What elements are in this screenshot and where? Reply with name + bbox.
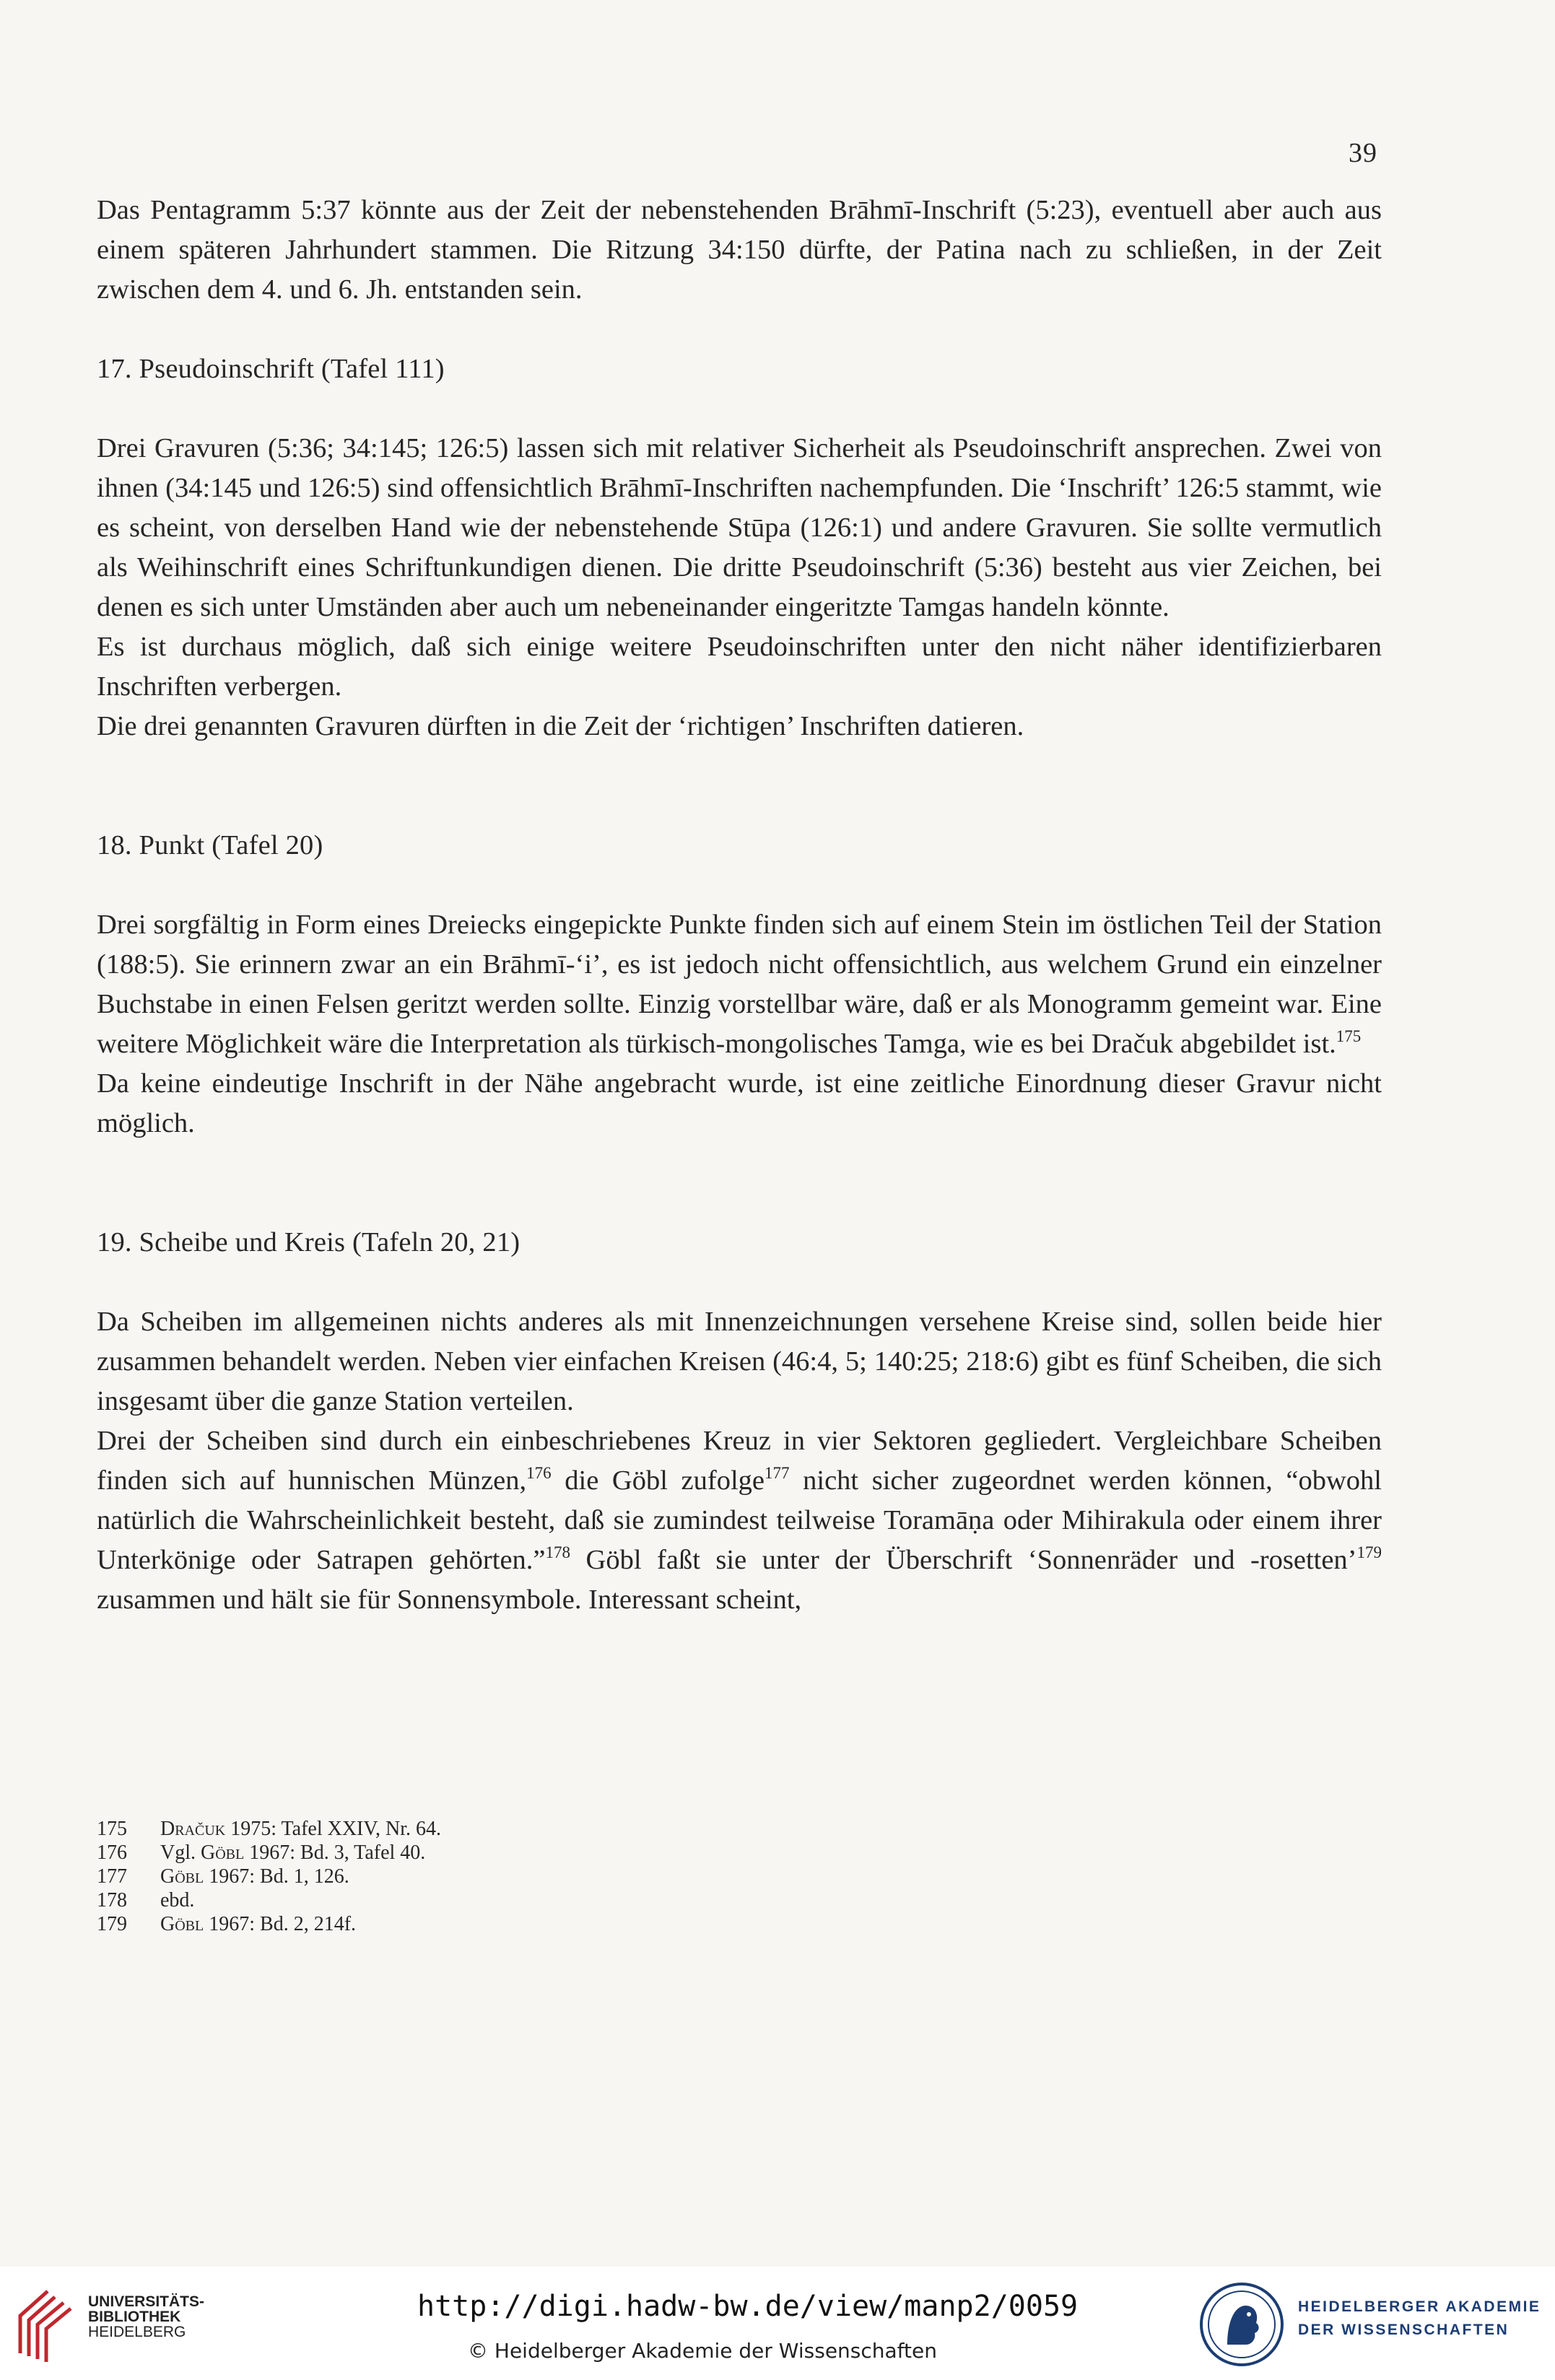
paragraph-18b: Da keine eindeutige Inschrift in der Nähe angebracht wurde, ist eine zeitliche Einordnung dieser Gravur nicht möglich. <box>97 1068 1382 1138</box>
paragraph-19b: Drei der Scheiben sind durch ein einbeschriebenes Kreuz in vier Sektoren gegliedert. Vergleichbare Scheiben finden sich auf hunnischen Münzen,$^{176}$ die Göbl zufolge$^{177}$ nicht sicher zugeordnet werden können, “obwohl natürlich die Wahrscheinlichkeit besteht, daß sie zumindest teilweise Toramāṇa oder Mihirakula oder einem ihrer Unterkönige oder Satrapen gehörten.”$^{178}$ Göbl faßt sie unter der Überschrift ‘Sonnenräder und -rosetten’$^{179}$ zusammen und hält sie für Sonnensymbole. Interessant scheint, <box>97 1426 1382 1615</box>
paragraph-19a: Da Scheiben im allgemeinen nichts anderes als mit Innenzeichnungen versehene Kreise sind, sollen beide hier zusammen behandelt werden. Neben vier einfachen Kreisen (46:4, 5; 140:25; 218:6) gibt es fünf Scheiben, die sich insgesamt über die ganze Station verteilen. <box>97 1307 1382 1416</box>
paragraph-intro: Das Pentagramm 5:37 könnte aus der Zeit der nebenstehenden Brāhmī-Inschrift (5:23), eventuell aber auch aus einem späteren Jahrhundert stammen. Die Ritzung 34:150 dürfte, der Patina nach zu schließen, in der Zeit zwischen dem 4. und 6. Jh. entstanden sein. <box>97 195 1382 305</box>
footnote-ref-178[interactable]: 178 <box>545 1543 570 1561</box>
footnote-176: 176 Vgl. Göbl 1967: Bd. 3, Tafel 40. <box>97 1841 426 1864</box>
footnote-178: 178 ebd. <box>97 1889 195 1912</box>
footnote-ref-176[interactable]: 176 <box>526 1464 552 1482</box>
page-number: 39 <box>1349 138 1377 168</box>
footnote-175: 175 Dračuk 1975: Tafel XXIV, Nr. 64. <box>97 1818 441 1840</box>
footnote-179: 179 Göbl 1967: Bd. 2, 214f. <box>97 1913 357 1935</box>
university-library-label: UNIVERSITÄTS- BIBLIOTHEK HEIDELBERG <box>88 2293 205 2340</box>
copyright-notice: © Heidelberger Akademie der Wissenschaften <box>468 2339 938 2363</box>
paragraph-18a: Drei sorgfältig in Form eines Dreiecks eingepickte Punkte finden sich auf einem Stein im östlichen Teil der Station (188:5). Sie erinnern zwar an ein Brāhmī-‘i’, es ist jedoch nicht offensichtlich, aus welchem Grund ein einzelner Buchstabe in einen Felsen geritzt werden sollte. Einzig vorstellbar wäre, daß er als Monogramm gemeint war. Eine weitere Möglichkeit wäre die Interpretation als türkisch-mongolisches Tamga, wie es bei Dračuk abgebildet ist.$^{175}$ <box>97 910 1382 1059</box>
paragraph-17c: Die drei genannten Gravuren dürften in die Zeit der ‘richtigen’ Inschriften datieren. <box>97 711 1024 741</box>
paragraph-17b: Es ist durchaus möglich, daß sich einige weitere Pseudoinschriften unter den nicht näher identifizierbaren Inschriften verbergen. <box>97 632 1382 702</box>
section-heading-19: 19. Scheibe und Kreis (Tafeln 20, 21) <box>97 1227 520 1257</box>
paragraph-17a: Drei Gravuren (5:36; 34:145; 126:5) lassen sich mit relativer Sicherheit als Pseudoinschrift ansprechen. Zwei von ihnen (34:145 und 126:5) sind offensichtlich Brāhmī-Inschriften nachempfunden. Die ‘Inschrift’ 126:5 stammt, wie es scheint, von derselben Hand wie der nebenstehende Stūpa (126:1) und andere Gravuren. Sie sollte vermutlich als Weihinschrift eines Schriftunkundigen dienen. Die dritte Pseudoinschrift (5:36) besteht aus vier Zeichen, bei denen es sich unter Umständen aber auch um nebeneinander eingeritzte Tamgas handeln könnte. <box>97 433 1382 622</box>
main-text <box>97 191 1382 1620</box>
footnotes <box>97 1817 746 1936</box>
footnote-ref-175[interactable]: 175 <box>1336 1027 1362 1045</box>
academy-seal-icon[interactable] <box>1198 2281 1285 2368</box>
section-heading-18: 18. Punkt (Tafel 20) <box>97 830 323 860</box>
footnote-177: 177 Göbl 1967: Bd. 1, 126. <box>97 1865 349 1888</box>
footnote-ref-177[interactable]: 177 <box>765 1464 790 1482</box>
section-heading-17: 17. Pseudoinschrift (Tafel 111) <box>97 354 445 384</box>
permalink-url[interactable]: http://digi.hadw-bw.de/view/manp2/0059 <box>417 2290 1079 2323</box>
viewer-footer <box>0 2267 1555 2380</box>
footnote-ref-179[interactable]: 179 <box>1356 1543 1382 1561</box>
university-library-logo-icon[interactable] <box>13 2284 75 2363</box>
academy-label: HEIDELBERGER AKADEMIE DER WISSENSCHAFTEN <box>1298 2298 1541 2338</box>
